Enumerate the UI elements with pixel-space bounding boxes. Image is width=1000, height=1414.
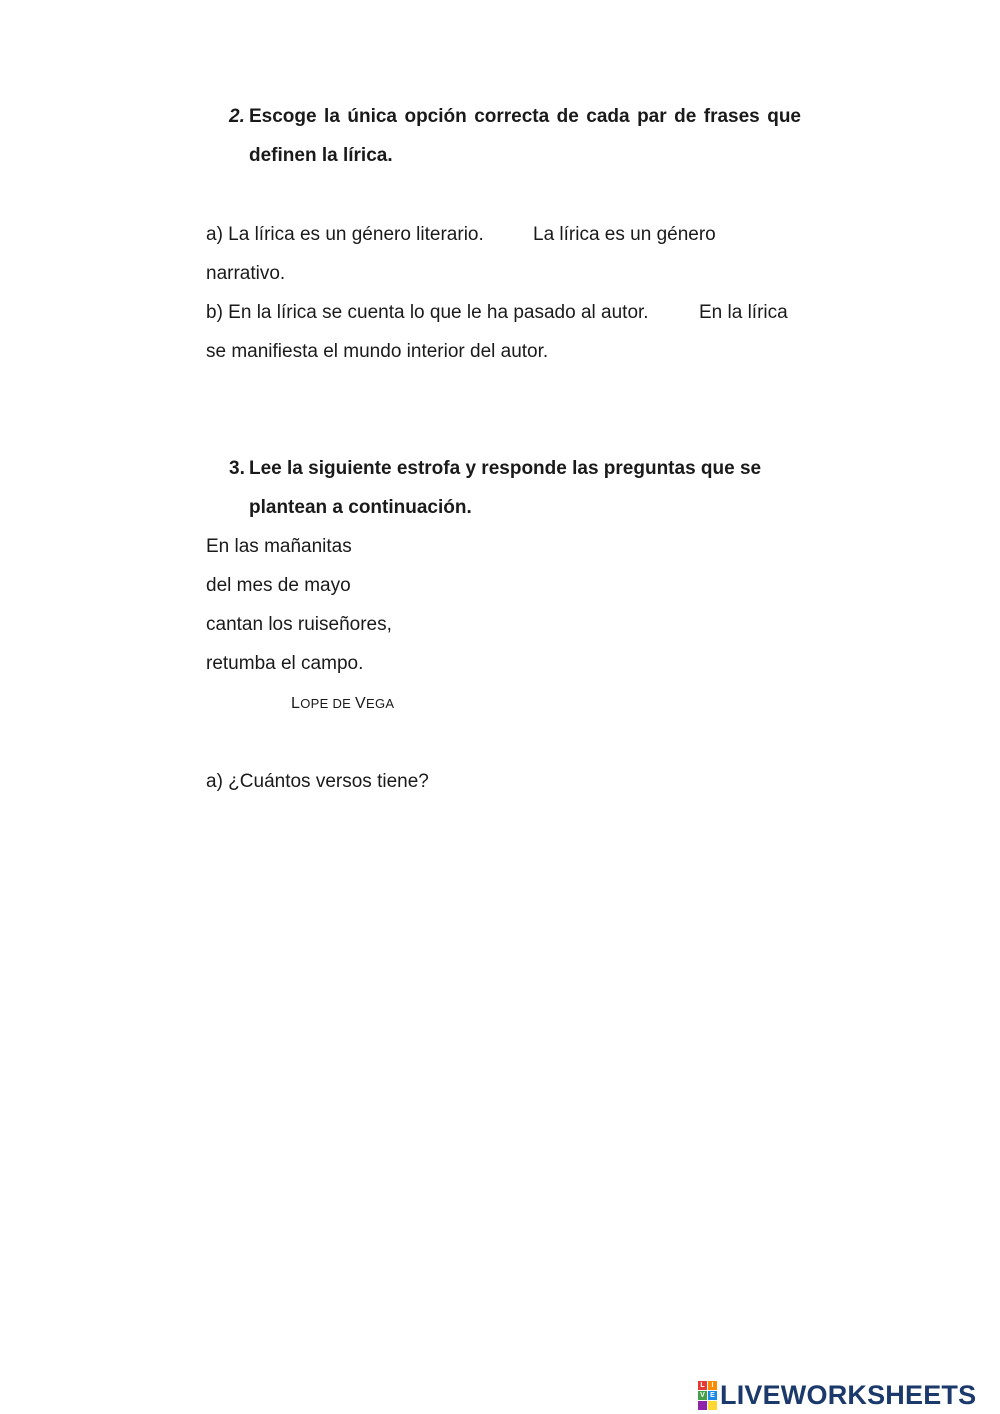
logo-square-3: V — [698, 1391, 707, 1400]
logo-square-4: E — [708, 1391, 717, 1400]
logo-square-1: L — [698, 1381, 707, 1390]
verse-2: del mes de mayo — [206, 575, 351, 596]
author-last-rest: EGA — [366, 696, 395, 711]
option-a-second-choice-cont[interactable]: narrativo. — [206, 263, 286, 284]
question-2-number: 2. — [229, 106, 245, 127]
question-3-title-line-1: Lee la siguiente estrofa y responde las preguntas que se — [249, 458, 762, 479]
author-initial-l: L — [291, 695, 301, 712]
liveworksheets-logo[interactable] — [698, 1381, 976, 1409]
option-a-second-choice[interactable]: La lírica es un género — [533, 224, 716, 245]
option-b-second-choice-cont[interactable]: se manifiesta el mundo interior del autor. — [206, 341, 549, 362]
option-b-first-choice[interactable]: b) En la lírica se cuenta lo que le ha pasado al autor. — [206, 302, 649, 323]
logo-square-5 — [698, 1401, 707, 1410]
sub-question-a: a) ¿Cuántos versos tiene? — [206, 771, 429, 792]
author-first-rest: OPE DE — [300, 696, 356, 711]
option-b-second-choice[interactable]: En la lírica — [699, 302, 788, 323]
verse-1: En las mañanitas — [206, 536, 352, 557]
question-3-number: 3. — [229, 458, 245, 479]
question-2-title-line-1: Escoge la única opción correcta de cada par de frases que — [249, 106, 801, 127]
logo-square-2: I — [708, 1381, 717, 1390]
verse-4: retumba el campo. — [206, 653, 364, 674]
logo-icon — [698, 1381, 717, 1410]
question-3-title-line-2: plantean a continuación. — [249, 497, 472, 518]
logo-square-6 — [708, 1401, 717, 1410]
question-2-title-line-2: definen la lírica. — [249, 145, 393, 166]
author-initial-v: V — [355, 695, 367, 712]
logo-text: LIVEWORKSHEETS — [720, 1380, 977, 1410]
verse-3: cantan los ruiseñores, — [206, 614, 392, 635]
poem-author — [291, 692, 394, 716]
option-a-first-choice[interactable]: a) La lírica es un género literario. — [206, 224, 484, 245]
